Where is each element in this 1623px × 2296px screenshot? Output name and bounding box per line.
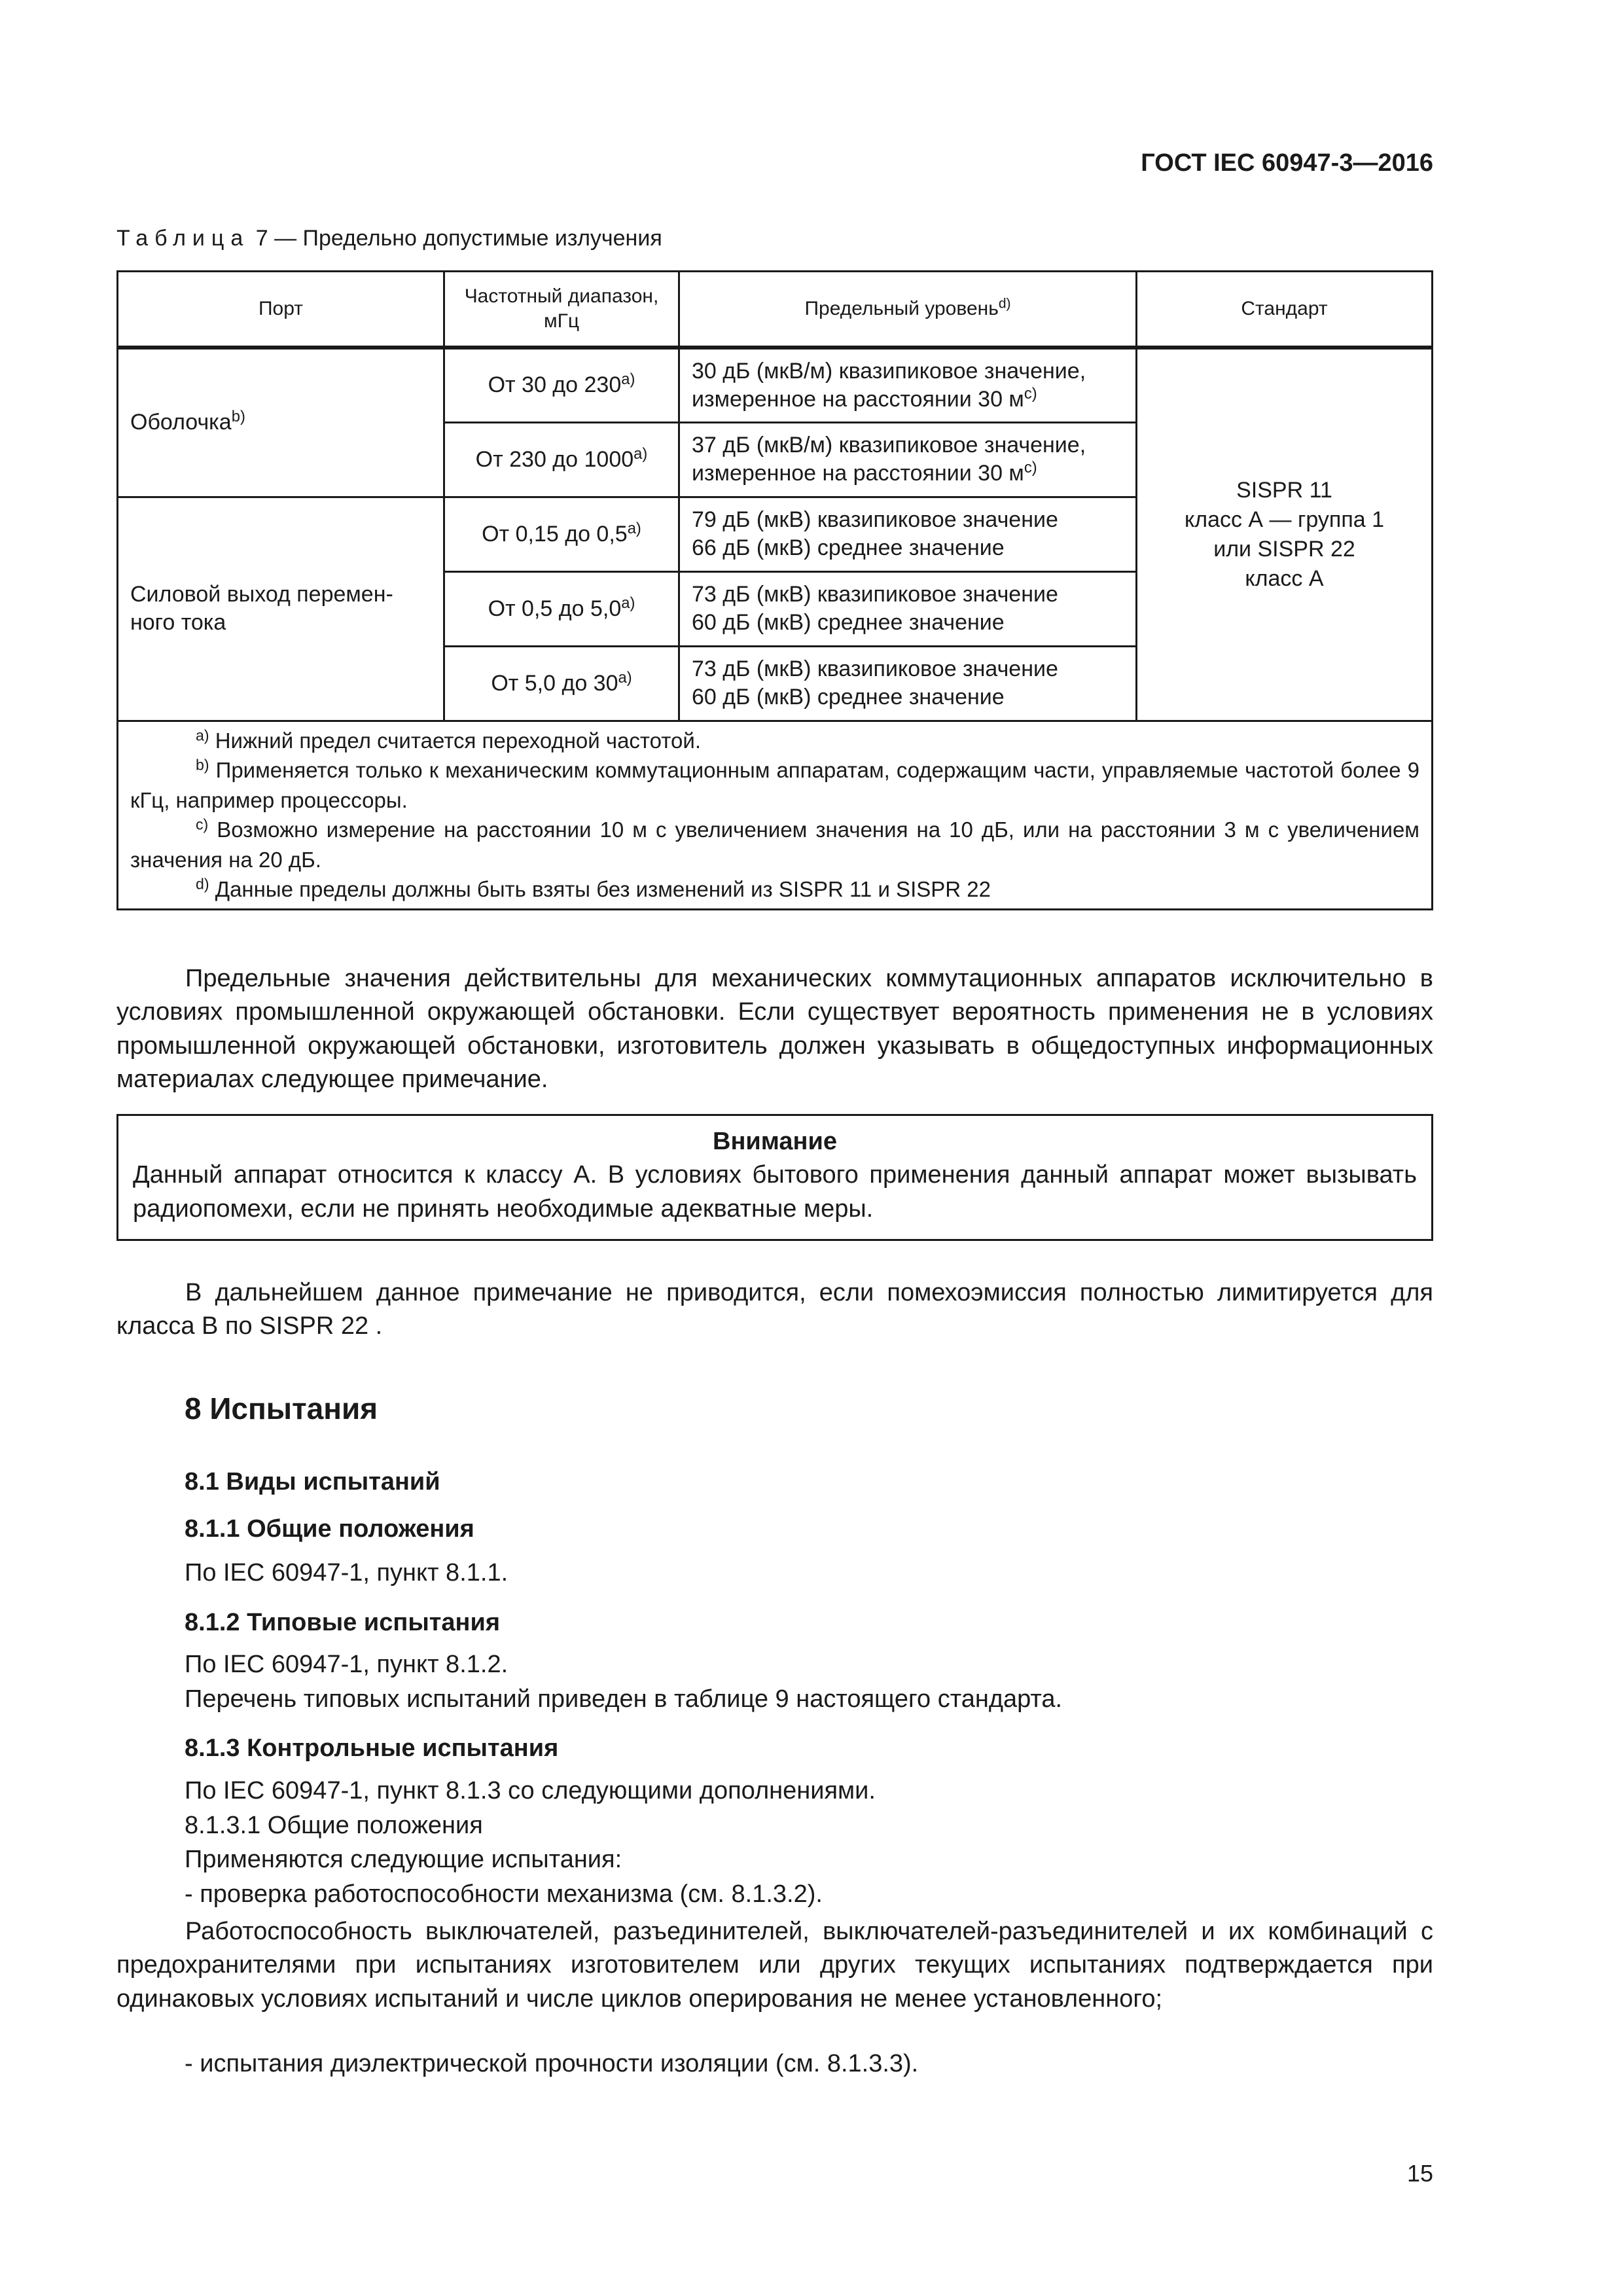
attention-text: Данный аппарат относится к классу А. В условиях бытового применения данный аппарат может вызывать радиопомехи, если не принять необходимые адекватные меры. (133, 1161, 1417, 1223)
section-8-1-2-text2: Перечень типовых испытаний приведен в таблице 9 настоящего стандарта. (185, 1685, 1063, 1713)
table-caption-label: Таблица (116, 226, 250, 251)
limit-cell: 73 дБ (мкВ) квазипиковое значение 60 дБ (мкВ) среднее значение (679, 571, 1137, 646)
freq-cell: От 0,5 до 5,0$^{a)}$ (444, 571, 679, 646)
list-item: - проверка работоспособности механизма (см. 8.1.3.2). (185, 1880, 823, 1908)
standard-cell: SISPR 11 класс А — группа 1 или SISPR 22 класс А (1137, 348, 1433, 721)
freq-cell: От 230 до 1000$^{a)}$ (444, 422, 679, 497)
section-8-1-heading: 8.1 Виды испытаний (185, 1468, 440, 1496)
table-notes-row (118, 721, 1433, 909)
port-cell-enclosure: Оболочка$^{b)}$ (118, 348, 444, 497)
table-row (118, 348, 1433, 422)
header-limit: Предельный уровень$^{d)}$ (679, 272, 1137, 348)
table-caption-text: 7 — Предельно допустимые излучения (249, 226, 662, 251)
section-8-1-3-1-heading: 8.1.3.1 Общие положения (185, 1812, 483, 1839)
limit-cell: 79 дБ (мкВ) квазипиковое значение 66 дБ (мкВ) среднее значение (679, 497, 1137, 571)
page-number: 15 (1406, 2160, 1433, 2187)
section-8-1-2-heading: 8.1.2 Типовые испытания (185, 1609, 500, 1636)
section-8-1-3-text3: Применяются следующие испытания: (185, 1846, 622, 1873)
section-8-1-3-text1: По IEC 60947-1, пункт 8.1.3 со следующими дополнениями. (185, 1777, 876, 1804)
document-id: ГОСТ IEC 60947-3—2016 (1141, 149, 1433, 177)
freq-cell: От 0,15 до 0,5$^{a)}$ (444, 497, 679, 571)
table-caption (116, 226, 662, 251)
paragraph-limits-validity: Предельные значения действительны для механических коммутационных аппаратов исключительно в условиях промышленной окружающей обстановки. Если существует вероятность применения не в условиях промышленной окружающей обстановки, изготовитель должен указывать в общедоступных информационных материалах следующее примечание. (116, 965, 1433, 1093)
section-8-heading: 8 Испытания (185, 1391, 378, 1426)
paragraph-note-omission: В дальнейшем данное примечание не приводится, если помехоэмиссия полностью лимитируется для класса В по SISPR 22 . (116, 1279, 1433, 1340)
header-freq: Частотный диапазон, мГц (444, 272, 679, 348)
table-header-row (118, 272, 1433, 348)
note-d: $^{d)}$ Данные пределы должны быть взяты без изменений из SISPR 11 и SISPR 22 (196, 875, 991, 902)
paragraph-operability: Работоспособность выключателей, разъединителей, выключателей-разъединителей и их комбинаций с предохранителями при испытаниях изготовителем или других текущих испытаниях подтверждается при одинаковых условиях испытаний и числе циклов оперирования не менее установленного; (116, 1918, 1433, 2013)
attention-title: Внимание (713, 1128, 837, 1155)
header-port: Порт (118, 272, 444, 348)
section-8-1-3-heading: 8.1.3 Контрольные испытания (185, 1734, 559, 1762)
port-cell-ac-output: Силовой выход перемен- ного тока (118, 497, 444, 721)
freq-cell: От 5,0 до 30$^{a)}$ (444, 646, 679, 721)
section-8-1-1-heading: 8.1.1 Общие положения (185, 1515, 474, 1543)
note-a: $^{a)}$ Нижний предел считается переходной частотой. (196, 726, 702, 753)
note-c: $^{c)}$ Возможно измерение на расстоянии 10 м с увеличением значения на 10 дБ, или на расстоянии 3 м с увеличением значения на 20 дБ. (130, 816, 1419, 872)
table-notes (118, 721, 1433, 909)
attention-box (116, 1114, 1433, 1241)
limit-cell: 30 дБ (мкВ/м) квазипиковое значение, измеренное на расстоянии 30 $м^{c)}$ (679, 348, 1137, 422)
header-standard: Стандарт (1137, 272, 1433, 348)
section-8-1-2-text1: По IEC 60947-1, пункт 8.1.2. (185, 1651, 508, 1678)
emission-limits-table (116, 270, 1433, 910)
note-b: $^{b)}$ Применяется только к механическим коммутационным аппаратам, содержащим части, управляемые частотой более 9 кГц, например процессоры. (130, 756, 1419, 812)
section-8-1-1-text: По IEC 60947-1, пункт 8.1.1. (185, 1559, 508, 1587)
limit-cell: 37 дБ (мкВ/м) квазипиковое значение, измеренное на расстоянии 30 $м^{c)}$ (679, 422, 1137, 497)
freq-cell: От 30 до 230$^{a)}$ (444, 348, 679, 422)
list-item: - испытания диэлектрической прочности изоляции (см. 8.1.3.3). (185, 2050, 919, 2077)
limit-cell: 73 дБ (мкВ) квазипиковое значение 60 дБ (мкВ) среднее значение (679, 646, 1137, 721)
